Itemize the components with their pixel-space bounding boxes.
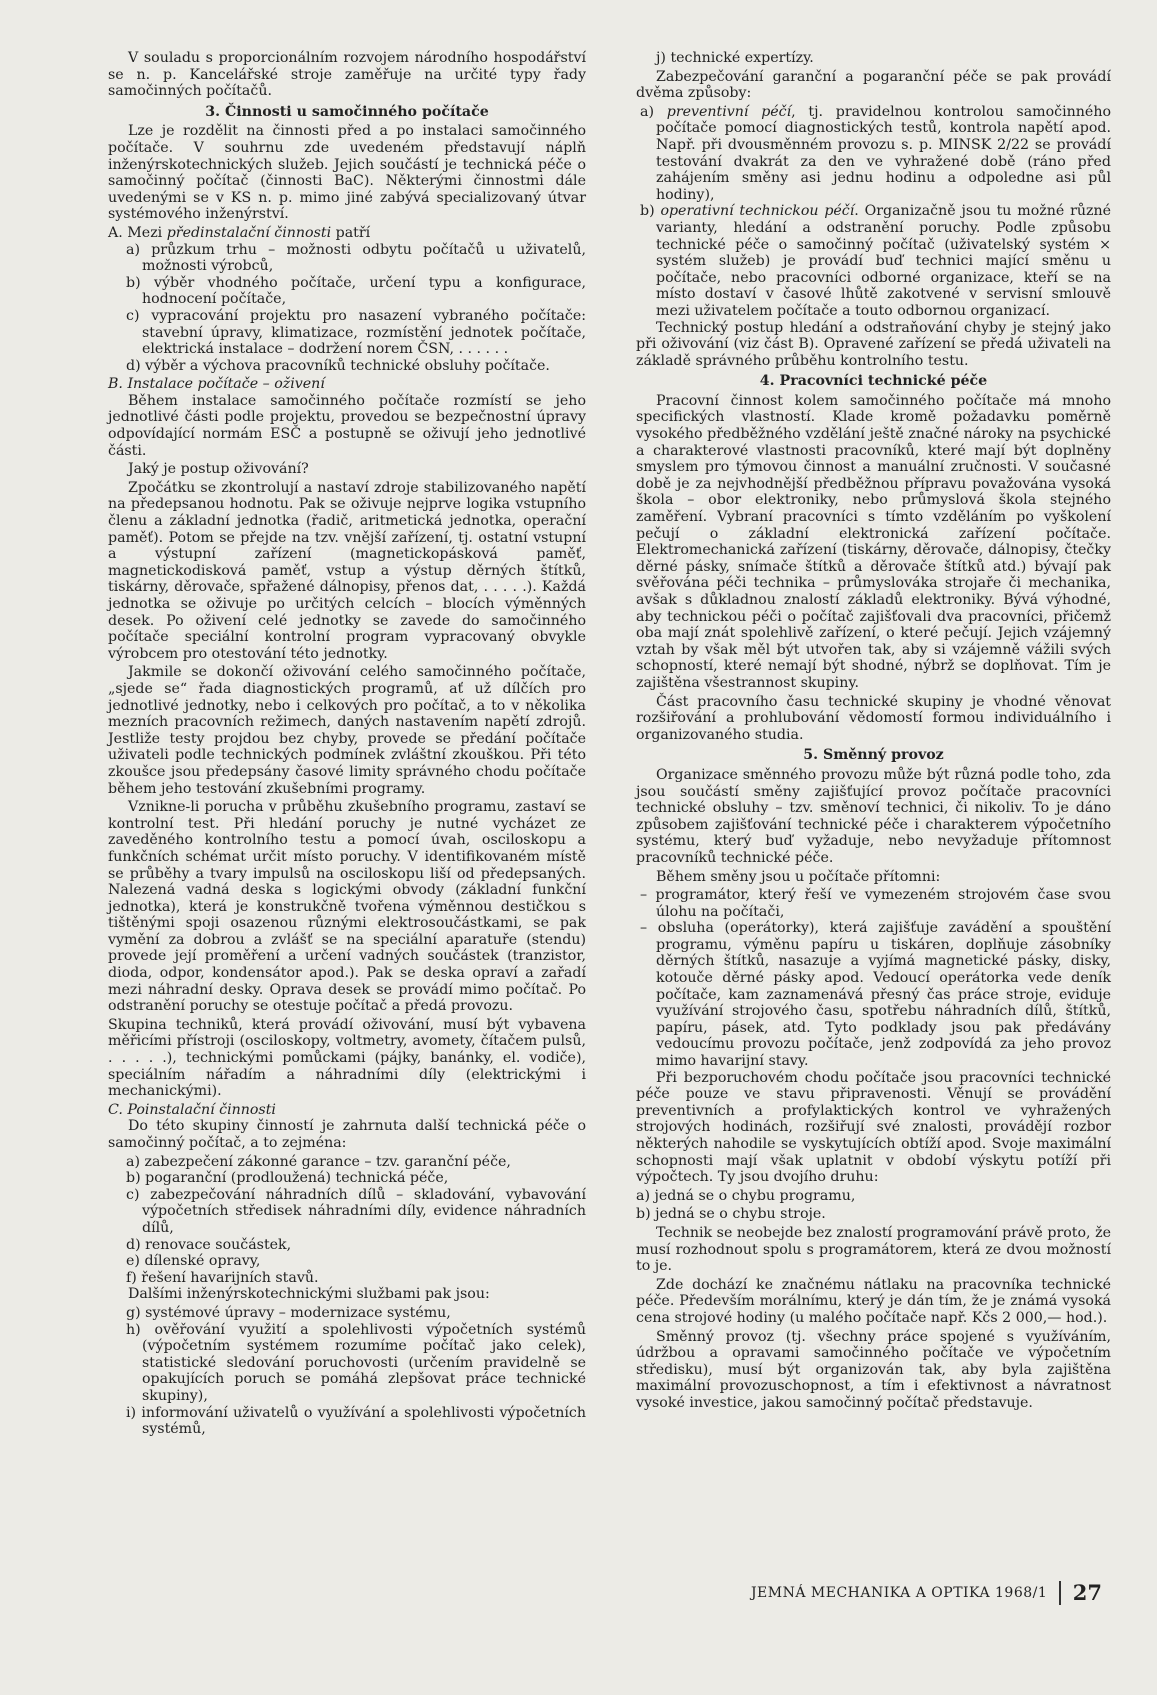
paragraph: Jakmile se dokončí oživování celého samočinného počítače, „sjede se“ řada diagnostických programů, ať už dílčích pro jednotlivé jednotky, nebo i celkových pro počítač, a to v několika mezních pracovních režimech, daných nastavením napětí zdrojů. Jestliže testy projdou bez chyby, provede se předání počítače uživateli podle technických podmínek zvláštní zkouškou. Při této zkoušce jsou předepsány časové limity správného chodu počítače během jeho testování zkušebními programy. (108, 664, 586, 797)
list-item: a) jedná se o chybu programu, (636, 1187, 856, 1204)
paragraph: Při bezporuchovém chodu počítače jsou pracovníci technické péče pouze ve stavu připravenosti. Věnují se provádění preventivních a profylaktických kontrol ve vyhražených strojových hodinách, rozšiřují své znalosti, provádějí rozbor některých nahodile se vyskytujících obtíží apod. Svoje maximální schopnosti mají však uplatnit v období výskytu potíží při výpočtech. Ty jsou dvojího druhu: (636, 1069, 1111, 1186)
list-item: f) řešení havarijních stavů. (126, 1269, 319, 1286)
item-text: . Organizačně jsou tu možné různé varianty, hledání a odstranění poruchy. Podle způsobu technické péče o samočinný počítač (uživatelský systém × systém služeb) je provádí buď technici mající směnu u počítače, nebo pracovníci odborné organizace, kteří se na místo dostaví v časové lhůtě zakotvené v servisní smlouvě mezi uživatelem počítače a touto odbornou organizací. (656, 203, 1111, 319)
paragraph: Technik se neobejde bez znalostí programování právě proto, že musí rozhodnout spolu s programátorem, která ze dvou možností to je. (636, 1224, 1111, 1275)
paragraph: Dalšími inženýrskotechnickými službami pak jsou: (128, 1286, 490, 1303)
section-a-italic: předinstalační činnosti (166, 224, 332, 241)
list-item: – obsluha (operátorky), která zajišťuje zavádění a spouštění programu, výměnu papíru u tiskáren, doplňuje zásobníky děrných štítků, nasazuje a vyjímá magnetické pásky, disky, kotouče děrné pásky apod. Vedoucí operátorka vede deník počítače, kam zaznamenává přesný čas práce stroje, eviduje využívání strojového času, spotřebu náhradních dílů, štítků, papíru, pásek, atd. Tyto podklady jsou pak předávány vedoucímu provozu počítače, jenž zodpovídá za jeho provoz mimo havarijní stavy. (640, 920, 1111, 1070)
list-item: i) informování uživatelů o využívání a spolehlivosti výpočetních systémů, (126, 1404, 586, 1438)
list-item: e) dílenské opravy, (126, 1253, 261, 1270)
list-item: c) vypracování projektu pro nasazení vybraného počítače: stavební úpravy, klimatizace, rozmístění jednotek počítače, elektrická instalace – dodržení norem ČSN, . . . . . . (126, 307, 586, 358)
paragraph: Směnný provoz (tj. všechny práce spojené s využíváním, údržbou a opravami samočinného počítače ve výpočetním středisku), musí být organizován tak, aby byla zajištěna maximální provozuschopnost, a tím i efektivnost a návratnost vysoké investice, jakou samočinný počítač představuje. (636, 1328, 1111, 1411)
list-item: d) výběr a výchova pracovníků technické obsluhy počítače. (126, 357, 550, 374)
paragraph: Během instalace samočinného počítače rozmístí se jeho jednotlivé části podle projektu, provedou se bezpečnostní úpravy odpovídající normám ESČ a postupně se oživují jeho jednotlivé části. (108, 392, 586, 459)
paragraph: Lze je rozdělit na činnosti před a po instalaci samočinného počítače. V souhrnu zde uvedeném představují náplň inženýrskotechnických služeb. Jejich součástí je technická péče o samočinný počítač (činnosti BaC). Některými činnostmi dále uvedenými se v KS n. p. mimo jiné zabývá specializovaný útvar systémového inženýrství. (108, 123, 586, 223)
list-item: d) renovace součástek, (126, 1236, 292, 1253)
journal-name: JEMNÁ MECHANIKA A OPTIKA 1968/1 (750, 1584, 1048, 1601)
left-column (108, 50, 586, 1438)
section-heading-4: 4. Pracovníci technické péče (759, 373, 988, 390)
paragraph: Zde dochází ke značnému nátlaku na pracovníka technické péče. Především morálnímu, který je dán tím, že je známá vysoká cena strojové hodiny (u malého počítače např. Kčs 2 000,— hod.). (636, 1276, 1111, 1326)
item-prefix: a) (640, 103, 667, 120)
list-item: – programátor, který řeší ve vymezeném strojovém čase svou úlohu na počítači, (640, 887, 1111, 920)
intro-paragraph: V souladu s proporcionálním rozvojem národního hospodářství se n. p. Kancelářské stroje zaměřuje na určité typy řady samočinných počítačů. (108, 50, 586, 100)
item-prefix: b) (640, 203, 661, 220)
list-item: j) technické expertízy. (656, 50, 814, 66)
section-heading-5: 5. Směnný provoz (803, 747, 944, 764)
paragraph: Jaký je postup oživování? (128, 461, 309, 478)
section-b-label (108, 376, 586, 393)
paragraph: Během směny jsou u počítače přítomni: (656, 868, 941, 885)
list-item: h) ověřování využití a spolehlivosti výpočetních systémů (výpočetním systémem rozumíme počítač jako celek), statistické sledování poruchovosti (určením pravidelně se opakujících poruch se pomáhá zlepšovat práce technické skupiny), (126, 1321, 586, 1404)
list-item-preventive (636, 104, 1111, 204)
paragraph: Zabezpečování garanční a pogaranční péče se pak provádí dvěma způsoby: (636, 68, 1111, 102)
item-italic: operativní technickou péčí (660, 203, 855, 220)
list-item: b) jedná se o chybu stroje. (636, 1206, 826, 1223)
list-item: a) průzkum trhu – možnosti odbytu počítačů u uživatelů, možnosti výrobců, (126, 241, 586, 275)
section-a-label (108, 225, 586, 242)
item-text: , tj. pravidelnou kontrolou samočinného počítače pomocí diagnostických testů, kontrola napětí apod. Např. při dvousměnném provozu s. p. MINSK 2/22 se provádí testování dvakrát za den ve vyhražené době (ráno před zahájením směny asi jednu hodinu a odpoledne asi půl hodiny), (656, 103, 1111, 203)
paragraph: Vznikne-li porucha v průběhu zkušebního programu, zastaví se kontrolní test. Při hledání poruchy je nutné vycházet ze zaveděného kontrolního testu a pomocí úvah, osciloskopu a funkčních schémat určit místo poruchy. V identifikovaném místě se průběhy a tvary impulsů na osciloskopu liší od předepsaných. Nalezená vadná deska s logickými obvody (základní funkční jednotka), která je konstrukčně tvořena výměnnou destičkou s tištěnými spoji osazenou různými elektrosoučástkami, se pak vymění za dobrou a zvlášť se na speciální aparatuře (stendu) provede její proměření a určení vadných součástek (tranzistor, dioda, odpor, kondensátor apod.). Pak se deska opraví a zařadí mezi náhradní desky. Oprava desek se provádí mimo počítač. Po odstranění poruchy se otestuje počítač a předá provozu. (108, 799, 586, 1015)
page-number: 27 (1072, 1580, 1102, 1605)
list-item: g) systémové úpravy – modernizace systému, (126, 1304, 451, 1321)
list-item: b) pogaranční (prodloužená) technická péče, (126, 1170, 449, 1187)
item-italic: preventivní péčí (666, 103, 792, 120)
list-item-operative (636, 203, 1111, 319)
paragraph: Do této skupiny činností je zahrnuta další technická péče o samočinný počítač, a to zejména: (108, 1118, 586, 1151)
paragraph: Technický postup hledání a odstraňování chyby je stejný jako při oživování (viz část B). Opravené zařízení se předá uživateli na základě správného průběhu kontrolního testu. (636, 319, 1111, 369)
section-c-text: C. Poinstalační činnosti (108, 1101, 276, 1118)
footer-divider (1059, 1581, 1061, 1605)
list-item: b) výběr vhodného počítače, určení typu a konfigurace, hodnocení počítače, (126, 274, 586, 308)
section-a-suffix: patří (331, 224, 371, 241)
list-item: a) zabezpečení zákonné garance – tzv. garanční péče, (126, 1153, 511, 1170)
section-b-text: B. Instalace počítače – oživení (108, 376, 325, 393)
right-column (636, 50, 1111, 1414)
paragraph: Organizace směnného provozu může být různá podle toho, zda jsou součástí směny zajišťující provoz počítače pracovníci technické obsluhy – tzv. směnoví technici, či nikoliv. To je dáno způsobem zajišťování technické péče i charakterem výpočetního systému, který buď vyžaduje, nebo nevyžaduje přítomnost pracovníků technické péče. (636, 766, 1111, 866)
page-footer (751, 1580, 1102, 1605)
paragraph: Pracovní činnost kolem samočinného počítače má mnoho specifických vlastností. Klade kromě požadavku poměrně vysokého předběžného vzdělání ještě značné nároky na psychické a charakterové vlastnosti pracovníků, které mají být doplněny smyslem pro týmovou činnost a manuální zručnosti. V současné době je za nejvhodnější předběžnou přípravu považována vysoká škola – obor elektroniky, nebo průmyslová škola stejného zaměření. Vybraní pracovníci s tímto vzděláním po vyškolení pečují o základní elektronická zařízení počítače. Elektromechanická zařízení (tiskárny, děrovače, dálnopisy, čtečky děrné pásky, snímače štítků a děrovače štítků atd.) bývají pak svěřována péči technika – průmyslováka strojaře či mechanika, avšak s důkladnou znalostí základů elektroniky. Bývá výhodné, aby technickou péči o počítač zajišťovali dva pracovníci, přičemž oba mají znát spolehlivě zařízení, o které pečují. Jejich vzájemný vztah by však měl být utvořen tak, aby si vzájemně vážili svých schopností, které nemají být shodné, nýbrž se doplňovat. Tím je zajištěna všestrannost skupiny. (636, 392, 1111, 691)
list-item: c) zabezpečování náhradních dílů – skladování, vybavování výpočetních středisek náhradními díly, evidence náhradních dílů, (126, 1186, 586, 1236)
section-heading-3: 3. Činnosti u samočinného počítače (205, 103, 489, 120)
section-c-label (108, 1102, 586, 1119)
paragraph: Zpočátku se zkontrolují a nastaví zdroje stabilizovaného napětí na předepsanou hodnotu. Pak se oživuje nejprve logika vstupního členu a základní jednotka (řadič, aritmetická jednotka, operační paměť). Potom se přejde na tzv. vnější zařízení, tj. ostatní vstupní a výstupní zařízení (magnetickopásková paměť, magnetickodisková paměť, vstup a výstup děrných štítků, tiskárny, děrovače, spřažené dálnopisy, přenos dat, . . . . .). Každá jednotka se oživuje po určitých celcích – blocích výměnných desek. Po oživení celé jednotky se zavede do samočinného počítače speciální kontrolní program vypracovaný obvykle výrobcem pro otestování této jednotky. (108, 479, 586, 662)
section-a-prefix: A. Mezi (108, 224, 167, 241)
paragraph: Skupina techniků, která provádí oživování, musí být vybavena měřicími přístroji (osciloskopy, voltmetry, avomety, čítačem pulsů, . . . . .), technickými pomůckami (pájky, banánky, el. vodiče), speciálním nářadím a náhradními díly (elektrickými i mechanickými). (108, 1016, 586, 1100)
paragraph: Část pracovního času technické skupiny je vhodné věnovat rozšiřování a prohlubování vědomostí formou individuálního i organizovaného studia. (636, 693, 1111, 743)
